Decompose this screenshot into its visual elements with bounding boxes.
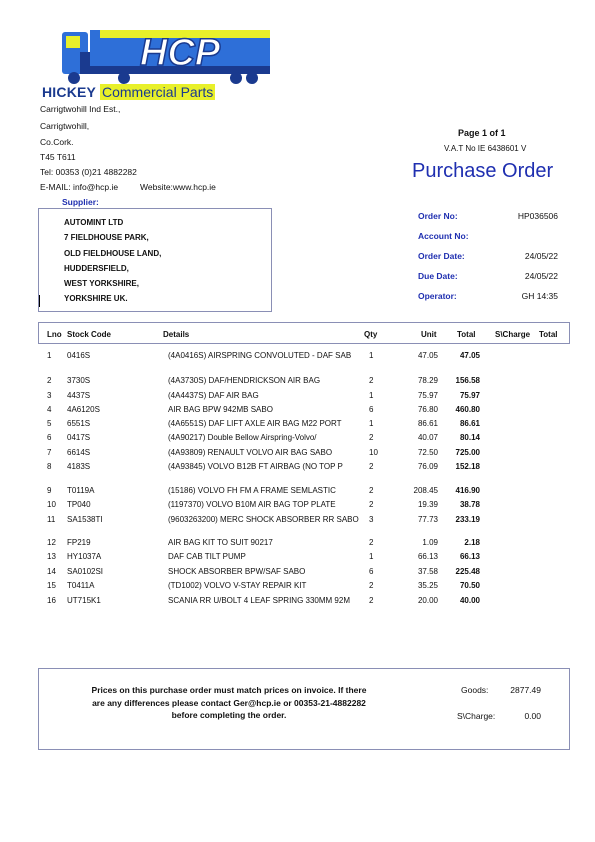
cell-unit-price: 76.80 (417, 405, 438, 414)
address-line-3: Co.Cork. (40, 137, 74, 147)
cell-qty: 2 (369, 596, 374, 605)
cell-qty: 2 (369, 538, 374, 547)
cell-stock-code: TP040 (67, 500, 91, 509)
cell-details: (1197370) VOLVO B10M AIR BAG TOP PLATE (168, 500, 336, 509)
text-cursor-mark (39, 295, 40, 307)
cell-qty: 1 (369, 419, 374, 428)
cell-details: (4A3730S) DAF/HENDRICKSON AIR BAG (168, 376, 321, 385)
cell-details: SHOCK ABSORBER BPW/SAF SABO (168, 567, 306, 576)
supplier-line-1: AUTOMINT LTD (64, 218, 124, 227)
cell-unit-price: 19.39 (417, 500, 438, 509)
col-stock-code: Stock Code (67, 330, 112, 339)
cell-total: 416.90 (455, 486, 480, 495)
cell-unit-price: 47.05 (417, 351, 438, 360)
cell-total: 40.00 (459, 596, 480, 605)
scharge-value: 0.00 (524, 711, 541, 721)
cell-unit-price: 20.00 (417, 596, 438, 605)
supplier-line-5: WEST YORKSHIRE, (64, 279, 139, 288)
cell-unit-price: 78.29 (417, 376, 438, 385)
cell-line-number: 13 (47, 552, 56, 561)
cell-details: (15186) VOLVO FH FM A FRAME SEMLASTIC (168, 486, 336, 495)
order-no-label: Order No: (418, 211, 458, 221)
cell-unit-price: 72.50 (417, 448, 438, 457)
cell-total: 75.97 (459, 391, 480, 400)
cell-details: AIR BAG KIT TO SUIT 90217 (168, 538, 273, 547)
cell-unit-price: 1.09 (422, 538, 438, 547)
cell-stock-code: 0416S (67, 351, 91, 360)
col-total-2: Total (539, 330, 558, 339)
cell-details: (9603263200) MERC SHOCK ABSORBER RR SABO (168, 515, 359, 524)
cell-total: 66.13 (459, 552, 480, 561)
vat-number: V.A.T No IE 6438601 V (444, 144, 527, 153)
cell-line-number: 2 (47, 376, 52, 385)
operator-value: GH 14:35 (521, 291, 558, 301)
cell-line-number: 14 (47, 567, 56, 576)
cell-stock-code: 6614S (67, 448, 91, 457)
cell-qty: 2 (369, 376, 374, 385)
price-notice: Prices on this purchase order must match prices on invoice. If there are any differences please contact Ger@hcp.ie or 00353-21-4882282 before completing the order. (91, 685, 367, 720)
cell-total: 460.80 (455, 405, 480, 414)
order-no-value: HP036506 (517, 211, 558, 221)
cell-unit-price: 86.61 (417, 419, 438, 428)
cell-stock-code: SA0102SI (67, 567, 104, 576)
cell-qty: 3 (369, 515, 374, 524)
address-line-4: T45 T611 (40, 152, 76, 162)
cell-stock-code: 4A6120S (67, 405, 100, 414)
cell-line-number: 11 (47, 515, 56, 524)
due-date-label: Due Date: (418, 271, 458, 281)
footer-box (38, 668, 570, 750)
company-email: E-MAIL: info@hcp.ie (40, 182, 119, 192)
cell-stock-code: 6551S (67, 419, 91, 428)
cell-total: 225.48 (455, 567, 480, 576)
col-unit: Unit (421, 330, 437, 339)
cell-unit-price: 40.07 (417, 433, 438, 442)
cell-details: (4A93809) RENAULT VOLVO AIR BAG SABO (168, 448, 333, 457)
cell-line-number: 16 (47, 596, 56, 605)
cell-qty: 2 (369, 486, 374, 495)
supplier-line-2: 7 FIELDHOUSE PARK, (64, 233, 149, 242)
cell-line-number: 10 (47, 500, 56, 509)
cell-total: 47.05 (459, 351, 480, 360)
cell-qty: 6 (369, 567, 374, 576)
cell-qty: 2 (369, 433, 374, 442)
goods-label: Goods: (461, 685, 489, 695)
logo-caption-hickey: HICKEY (42, 84, 97, 100)
goods-value: 2877.49 (510, 685, 541, 695)
scharge-label: S\Charge: (457, 711, 496, 721)
cell-details: (TD1002) VOLVO V-STAY REPAIR KIT (168, 581, 307, 590)
cell-total: 70.50 (459, 581, 480, 590)
cell-stock-code: T0119A (67, 486, 95, 495)
cell-qty: 1 (369, 351, 374, 360)
cell-line-number: 3 (47, 391, 52, 400)
cell-total: 156.58 (455, 376, 480, 385)
supplier-line-4: HUDDERSFIELD, (64, 264, 129, 273)
col-scharge: S\Charge (495, 330, 531, 339)
cell-line-number: 7 (47, 448, 52, 457)
cell-stock-code: 3730S (67, 376, 91, 385)
cell-stock-code: HY1037A (67, 552, 102, 561)
cell-unit-price: 76.09 (417, 462, 438, 471)
cell-total: 152.18 (455, 462, 480, 471)
document-title: Purchase Order (412, 160, 554, 182)
address-line-2: Carrigtwohill, (40, 121, 90, 131)
col-lno: Lno (47, 330, 62, 339)
cell-stock-code: 4183S (67, 462, 91, 471)
cell-unit-price: 75.97 (417, 391, 438, 400)
cell-details: (4A90217) Double Bellow Airspring-Volvo/ (168, 433, 317, 442)
cell-details: SCANIA RR U/BOLT 4 LEAF SPRING 330MM 92M (168, 596, 350, 605)
company-website: Website:www.hcp.ie (140, 182, 216, 192)
cell-total: 725.00 (455, 448, 480, 457)
col-qty: Qty (364, 330, 378, 339)
address-line-1: Carrigtwohill Ind Est., (40, 104, 121, 114)
cell-total: 38.78 (459, 500, 480, 509)
cell-stock-code: 4437S (67, 391, 91, 400)
cell-stock-code: 0417S (67, 433, 91, 442)
address-line-5: Tel: 00353 (0)21 4882282 (40, 167, 137, 177)
cell-total: 86.61 (459, 419, 480, 428)
cell-line-number: 4 (47, 405, 52, 414)
cell-qty: 2 (369, 462, 374, 471)
col-total: Total (457, 330, 476, 339)
cell-qty: 2 (369, 500, 374, 509)
cell-details: AIR BAG BPW 942MB SABO (168, 405, 273, 414)
cell-line-number: 12 (47, 538, 56, 547)
cell-stock-code: FP219 (67, 538, 91, 547)
page-number: Page 1 of 1 (458, 128, 506, 138)
cell-details: (4A93845) VOLVO B12B FT AIRBAG (NO TOP P (168, 462, 343, 471)
account-no-label: Account No: (418, 231, 469, 241)
cell-qty: 10 (369, 448, 378, 457)
cell-line-number: 9 (47, 486, 52, 495)
cell-details: (4A6551S) DAF LIFT AXLE AIR BAG M22 PORT (168, 419, 342, 428)
operator-label: Operator: (418, 291, 457, 301)
cell-line-number: 15 (47, 581, 56, 590)
cell-qty: 6 (369, 405, 374, 414)
cell-unit-price: 35.25 (417, 581, 438, 590)
cell-qty: 2 (369, 581, 374, 590)
logo-hcp-text: HCP (139, 32, 221, 74)
supplier-line-6: YORKSHIRE UK. (64, 294, 128, 303)
col-details: Details (163, 330, 190, 339)
order-date-label: Order Date: (418, 251, 465, 261)
logo-caption-commercial-parts: Commercial Parts (102, 84, 214, 100)
cell-unit-price: 37.58 (417, 567, 438, 576)
order-date-value: 24/05/22 (524, 251, 558, 261)
table-header (38, 322, 570, 344)
due-date-value: 24/05/22 (524, 271, 558, 281)
cell-unit-price: 66.13 (417, 552, 438, 561)
cell-details: DAF CAB TILT PUMP (168, 552, 246, 561)
cell-qty: 1 (369, 391, 374, 400)
cell-stock-code: SA1538TI (67, 515, 103, 524)
cell-unit-price: 77.73 (417, 515, 438, 524)
supplier-box (38, 208, 272, 312)
cell-stock-code: UT715K1 (67, 596, 101, 605)
cell-line-number: 6 (47, 433, 52, 442)
cell-details: (4A4437S) DAF AIR BAG (168, 391, 259, 400)
cell-line-number: 1 (47, 351, 52, 360)
supplier-label: Supplier: (62, 197, 99, 207)
cell-line-number: 8 (47, 462, 52, 471)
cell-unit-price: 208.45 (413, 486, 438, 495)
cell-qty: 1 (369, 552, 374, 561)
cell-total: 80.14 (459, 433, 480, 442)
cell-stock-code: T0411A (67, 581, 95, 590)
logo-caption (42, 84, 284, 100)
cell-details: (4A0416S) AIRSPRING CONVOLUTED - DAF SAB (168, 351, 352, 360)
cell-total: 2.18 (464, 538, 480, 547)
supplier-line-3: OLD FIELDHOUSE LAND, (64, 249, 162, 258)
cell-line-number: 5 (47, 419, 52, 428)
cell-total: 233.19 (455, 515, 480, 524)
